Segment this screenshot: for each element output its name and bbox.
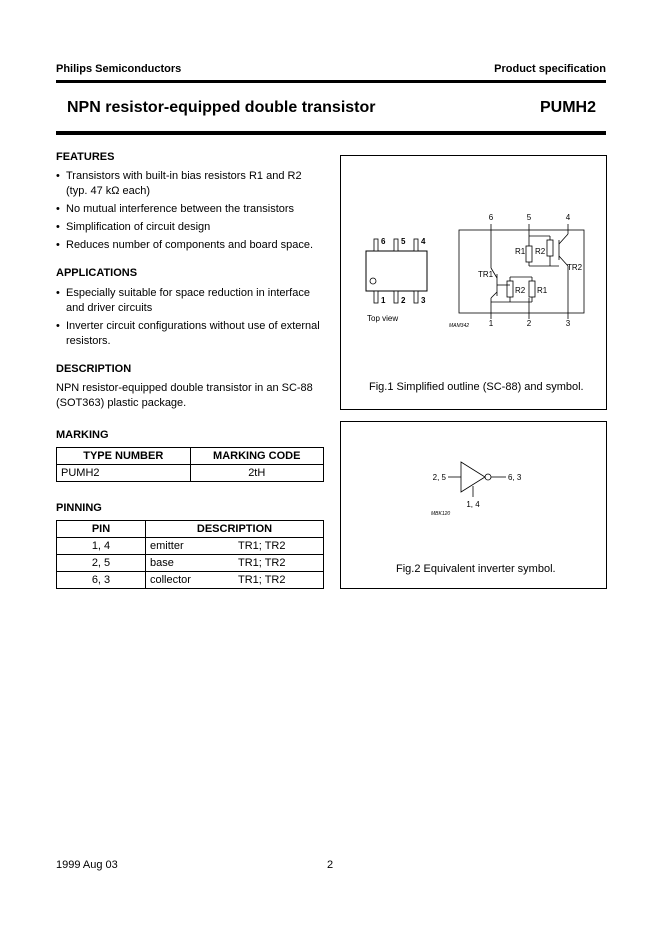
column-header: PIN: [57, 521, 146, 538]
table-cell: TR1; TR2: [234, 538, 324, 555]
description-text: NPN resistor-equipped double transistor in an SC-88 (SOT363) plastic package.: [56, 382, 313, 409]
list-item: • Inverter circuit configurations without use of external resistors.: [56, 319, 324, 349]
figure-2-caption: Fig.2 Equivalent inverter symbol.: [396, 563, 556, 575]
list-item: • Especially suitable for space reduction in interface and driver circuits: [56, 286, 324, 316]
list-item: • Reduces number of components and board space.: [56, 238, 324, 253]
table-cell: 2, 5: [57, 555, 146, 572]
header-rule: [56, 80, 606, 83]
package-pin-label: 4: [421, 237, 426, 246]
package-pin-label: 2: [401, 296, 406, 305]
list-item: • No mutual interference between the transistors: [56, 202, 324, 217]
description-heading: DESCRIPTION: [56, 363, 132, 375]
table-cell: emitter: [146, 538, 235, 555]
applications-heading: APPLICATIONS: [56, 267, 138, 279]
title-rule: [56, 131, 606, 135]
package-pin-label: 5: [401, 237, 406, 246]
page-title: NPN resistor-equipped double transistor: [67, 99, 376, 116]
figure-1-drawing: [341, 156, 606, 409]
symbol-pin-label: 6: [488, 213, 494, 222]
package-pin-label: 6: [381, 237, 386, 246]
output-pin-label: 6, 3: [508, 473, 522, 482]
table-cell: base: [146, 555, 235, 572]
column-header: MARKING CODE: [190, 448, 324, 465]
company-name: Philips Semiconductors: [56, 63, 182, 75]
figure-code: MAM342: [449, 323, 470, 329]
table-row: [57, 572, 324, 589]
symbol-pin-label: 5: [526, 213, 532, 222]
table-header-row: [57, 521, 324, 538]
table-cell: TR1; TR2: [234, 572, 324, 589]
part-number: PUMH2: [539, 99, 596, 116]
list-item: • Transistors with built-in bias resistors R1 and R2 (typ. 47 kΩ each): [56, 169, 324, 199]
footer-date: 1999 Aug 03: [56, 859, 118, 871]
applications-list: [56, 286, 324, 352]
figure-1: [340, 155, 607, 410]
marking-table: [56, 447, 324, 482]
features-heading: FEATURES: [56, 151, 115, 163]
tr2-label: TR2: [567, 263, 583, 272]
symbol-pin-label: 2: [526, 319, 532, 328]
input-pin-label: 2, 5: [432, 473, 446, 482]
package-pin-label: 3: [421, 296, 426, 305]
table-row: [57, 538, 324, 555]
pinning-table: [56, 520, 324, 589]
figure-1-caption: Fig.1 Simplified outline (SC-88) and symbol.: [369, 381, 584, 393]
r1-label: R1: [515, 247, 526, 256]
features-list: [56, 169, 324, 256]
table-cell: PUMH2: [57, 465, 191, 482]
package-pin-label: 1: [381, 296, 386, 305]
table-row: [57, 465, 324, 482]
column-header: DESCRIPTION: [146, 521, 324, 538]
table-cell: 6, 3: [57, 572, 146, 589]
tr1-label: TR1: [478, 270, 494, 279]
symbol-pin-label: 1: [488, 319, 494, 328]
table-cell: TR1; TR2: [234, 555, 324, 572]
table-cell: collector: [146, 572, 235, 589]
r2-label: R2: [535, 247, 546, 256]
document-type: Product specification: [494, 63, 606, 75]
page-number: 2: [327, 859, 334, 871]
list-item: • Simplification of circuit design: [56, 220, 324, 235]
package-outline: [366, 239, 427, 303]
figure-code: MBK120: [431, 511, 451, 517]
r2-label: R2: [515, 286, 526, 295]
symbol-pin-label: 3: [565, 319, 571, 328]
table-cell: 1, 4: [57, 538, 146, 555]
table-cell: 2tH: [190, 465, 324, 482]
marking-heading: MARKING: [56, 429, 109, 441]
r1-label: R1: [537, 286, 548, 295]
table-row: [57, 555, 324, 572]
pinning-heading: PINNING: [56, 502, 102, 514]
symbol-pin-label: 4: [565, 213, 571, 222]
table-header-row: [57, 448, 324, 465]
ground-pin-label: 1, 4: [466, 500, 480, 509]
column-header: TYPE NUMBER: [57, 448, 191, 465]
inverter-symbol: [448, 462, 506, 497]
top-view-label: Top view: [367, 314, 399, 323]
figure-2: [340, 421, 607, 589]
